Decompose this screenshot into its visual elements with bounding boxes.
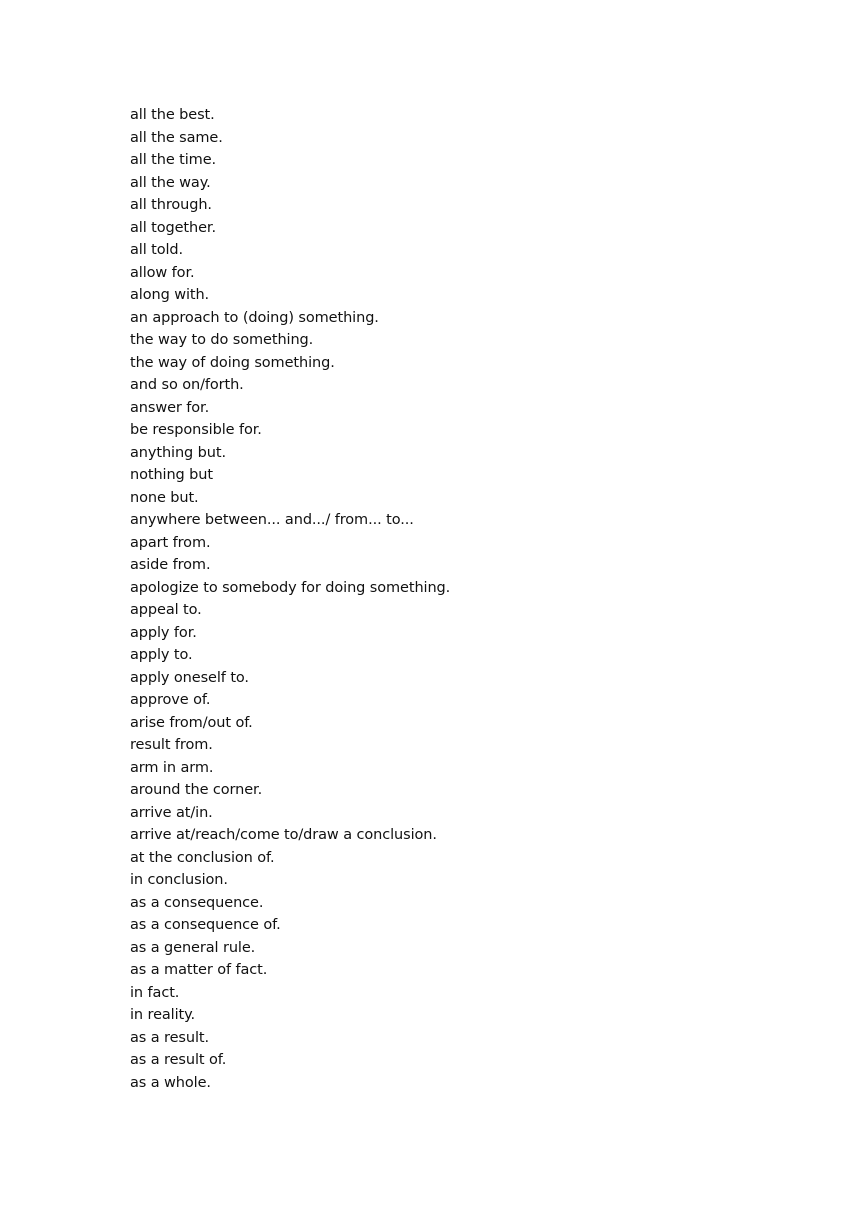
phrase-line: apart from.: [130, 534, 211, 551]
phrase-line: the way of doing something.: [130, 354, 335, 371]
phrase-line: be responsible for.: [130, 422, 262, 438]
phrase-line: apply for.: [130, 624, 197, 641]
phrase-line: all together.: [130, 219, 216, 236]
phrase-line: as a result of.: [130, 1052, 227, 1068]
phrase-line: arrive at/reach/come to/draw a conclusion.: [130, 827, 437, 843]
phrase-line: all the time.: [130, 152, 217, 168]
phrase-line: apply oneself to.: [130, 669, 249, 686]
phrase-line: the way to do something.: [130, 332, 314, 348]
phrase-line: answer for.: [130, 399, 210, 416]
phrase-line: nothing but: [130, 467, 213, 483]
phrase-line: arise from/out of.: [130, 714, 253, 731]
phrase-line: as a result.: [130, 1029, 209, 1046]
phrase-line: allow for.: [130, 264, 195, 281]
phrase-line: anywhere between... and.../ from... to...: [130, 512, 414, 528]
phrase-line: none but.: [130, 489, 199, 506]
phrase-line: all the best.: [130, 107, 215, 123]
phrase-line: all told.: [130, 242, 184, 258]
phrase-line: aside from.: [130, 557, 211, 573]
phrase-line: all the same.: [130, 129, 223, 146]
phrase-line: apply to.: [130, 647, 193, 663]
phrase-line: appeal to.: [130, 602, 202, 618]
phrase-line: as a consequence of.: [130, 917, 281, 933]
phrase-line: as a whole.: [130, 1074, 211, 1091]
phrase-line: as a matter of fact.: [130, 962, 268, 978]
phrase-line: approve of.: [130, 692, 211, 708]
phrase-line: around the corner.: [130, 782, 263, 798]
phrase-line: all the way.: [130, 174, 211, 191]
phrase-line: as a general rule.: [130, 939, 256, 956]
phrase-line: anything but.: [130, 444, 226, 461]
phrase-line: arm in arm.: [130, 759, 214, 776]
phrase-line: all through.: [130, 197, 212, 213]
phrase-line: as a consequence.: [130, 894, 264, 911]
phrase-line: apologize to somebody for doing something.: [130, 579, 451, 596]
phrase-line: along with.: [130, 287, 210, 303]
phrase-line: and so on/forth.: [130, 377, 244, 393]
phrase-line: in conclusion.: [130, 872, 228, 888]
phrase-line: in fact.: [130, 984, 180, 1001]
phrase-line: in reality.: [130, 1007, 196, 1023]
phrase-line: result from.: [130, 737, 213, 753]
phrase-line: arrive at/in.: [130, 804, 213, 821]
phrase-line: at the conclusion of.: [130, 849, 275, 866]
phrase-line: an approach to (doing) something.: [130, 309, 379, 326]
phrase-list: [130, 104, 450, 1094]
